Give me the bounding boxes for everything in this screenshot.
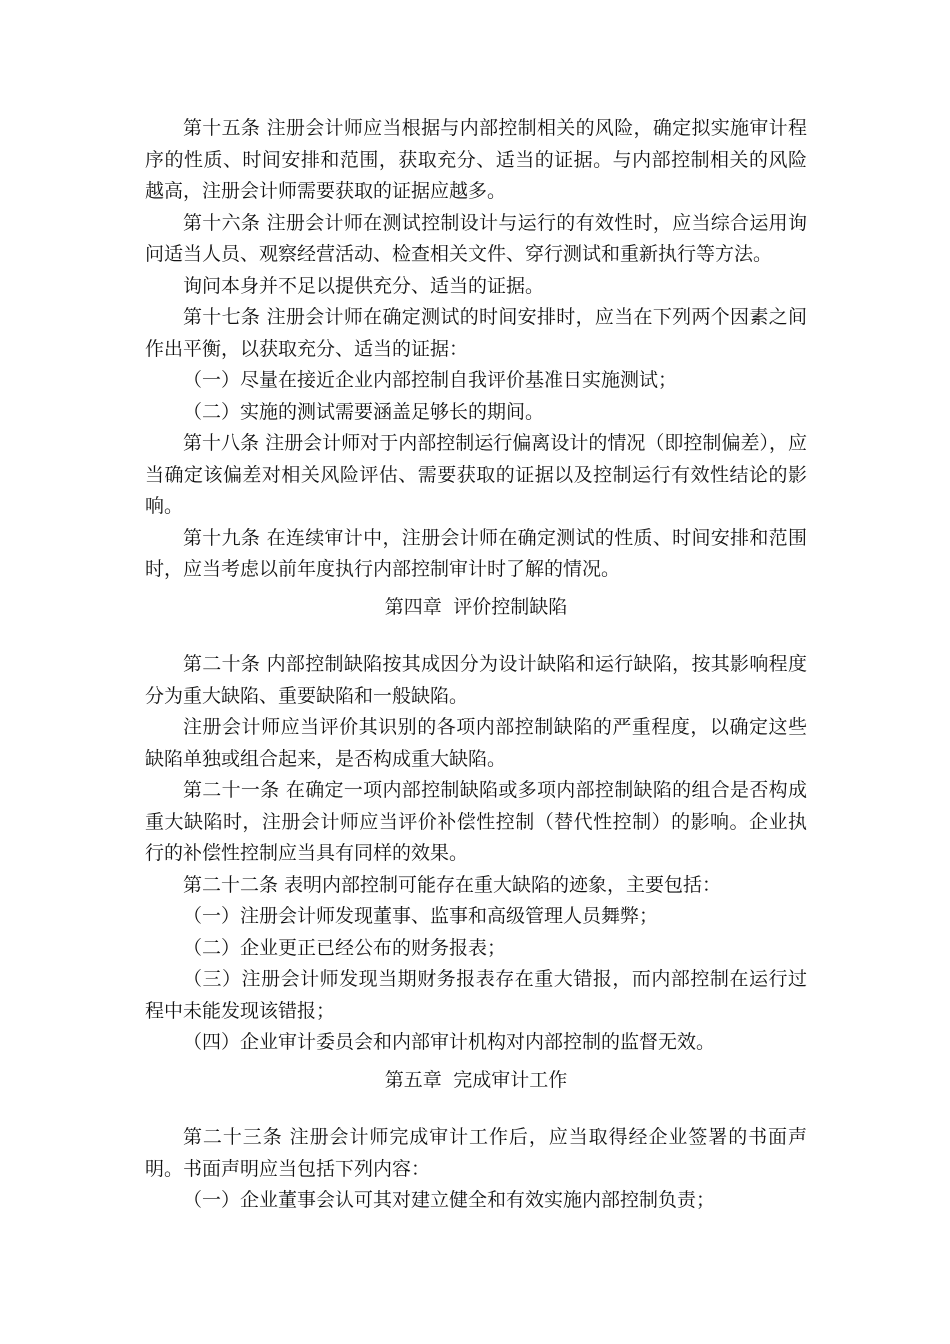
chapter-5-heading bbox=[145, 1065, 807, 1097]
article-17-item-1: （一）尽量在接近企业内部控制自我评价基准日实施测试； bbox=[183, 369, 678, 391]
chapter-4-title: 评价控制缺陷 bbox=[453, 595, 568, 618]
article-16: 第十六条 注册会计师在测试控制设计与运行的有效性时，应当综合运用询问适当人员、观察经营活动、检查相关文件、穿行测试和重新执行等方法。 bbox=[145, 211, 807, 265]
article-15: 第十五条 注册会计师应当根据与内部控制相关的风险，确定拟实施审计程序的性质、时间安排和范围，获取充分、适当的证据。与内部控制相关的风险越高，注册会计师需要获取的证据应越多。 bbox=[145, 117, 807, 202]
article-22-item-4: （四）企业审计委员会和内部审计机构对内部控制的监督无效。 bbox=[183, 1031, 716, 1053]
article-19: 第十九条 在连续审计中，注册会计师在确定测试的性质、时间安排和范围时，应当考虑以前年度执行内部控制审计时了解的情况。 bbox=[145, 526, 807, 580]
article-22-item-1: （一）注册会计师发现董事、监事和高级管理人员舞弊； bbox=[183, 905, 659, 927]
article-23: 第二十三条 注册会计师完成审计工作后，应当取得经企业签署的书面声明。书面声明应当包括下列内容： bbox=[145, 1126, 807, 1180]
chapter-4-heading bbox=[145, 592, 807, 624]
article-22-item-2: （二）企业更正已经公布的财务报表； bbox=[183, 936, 507, 959]
chapter-5-number: 第五章 bbox=[384, 1068, 442, 1091]
document-page bbox=[145, 113, 807, 1217]
article-23-item-1: （一）企业董事会认可其对建立健全和有效实施内部控制负责； bbox=[183, 1189, 716, 1211]
chapter-4-number: 第四章 bbox=[384, 595, 442, 618]
article-22: 第二十二条 表明内部控制可能存在重大缺陷的迹象，主要包括： bbox=[183, 873, 722, 896]
article-16-note: 询问本身并不足以提供充分、适当的证据。 bbox=[183, 274, 545, 297]
article-20-note: 注册会计师应当评价其识别的各项内部控制缺陷的严重程度，以确定这些缺陷单独或组合起来，是否构成重大缺陷。 bbox=[145, 716, 807, 770]
article-17: 第十七条 注册会计师在确定测试的时间安排时，应当在下列两个因素之间作出平衡，以获取充分、适当的证据： bbox=[145, 306, 807, 360]
article-18: 第十八条 注册会计师对于内部控制运行偏离设计的情况（即控制偏差），应当确定该偏差对相关风险评估、需要获取的证据以及控制运行有效性结论的影响。 bbox=[145, 432, 807, 517]
article-22-item-3: （三）注册会计师发现当期财务报表存在重大错报，而内部控制在运行过程中未能发现该错报； bbox=[145, 968, 807, 1022]
article-20: 第二十条 内部控制缺陷按其成因分为设计缺陷和运行缺陷，按其影响程度分为重大缺陷、重要缺陷和一般缺陷。 bbox=[145, 653, 807, 707]
article-21: 第二十一条 在确定一项内部控制缺陷或多项内部控制缺陷的组合是否构成重大缺陷时，注册会计师应当评价补偿性控制（替代性控制）的影响。企业执行的补偿性控制应当具有同样的效果。 bbox=[145, 779, 807, 864]
article-17-item-2: （二）实施的测试需要涵盖足够长的期间。 bbox=[183, 400, 545, 423]
chapter-5-title: 完成审计工作 bbox=[453, 1068, 568, 1091]
